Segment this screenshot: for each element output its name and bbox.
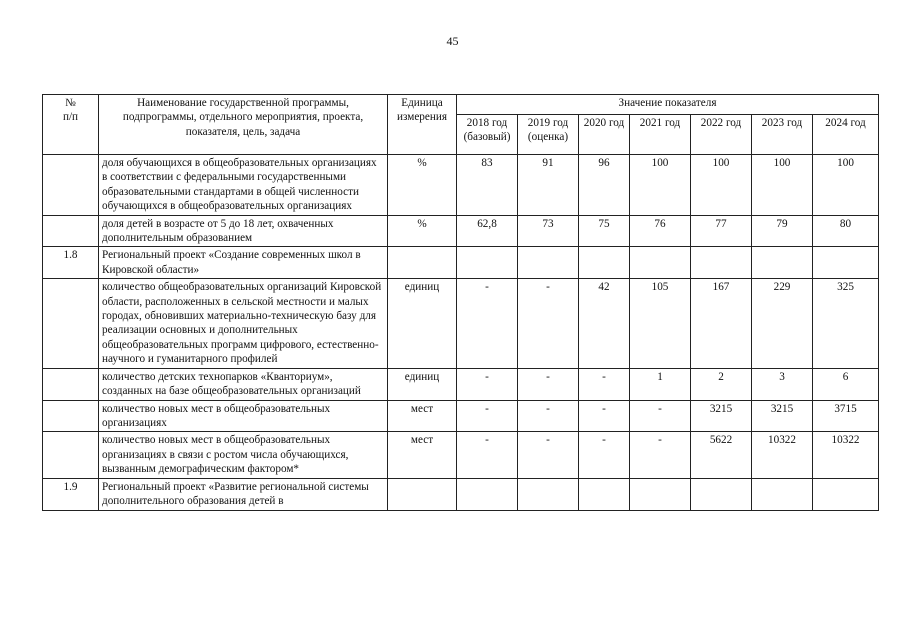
row-value: - bbox=[457, 368, 518, 400]
row-number bbox=[43, 400, 99, 432]
row-value: 105 bbox=[630, 279, 691, 368]
row-number bbox=[43, 279, 99, 368]
row-value: 229 bbox=[752, 279, 813, 368]
row-value bbox=[752, 478, 813, 510]
row-value: 83 bbox=[457, 155, 518, 216]
row-unit: единиц bbox=[388, 368, 457, 400]
row-value bbox=[691, 478, 752, 510]
row-value: 73 bbox=[518, 215, 579, 247]
row-value bbox=[813, 247, 879, 279]
table-row bbox=[43, 368, 879, 400]
header-values-label: Значение показателя bbox=[618, 97, 717, 109]
row-value: 100 bbox=[691, 155, 752, 216]
row-number bbox=[43, 215, 99, 247]
row-name: количество новых мест в общеобразовательных организациях bbox=[99, 400, 388, 432]
row-value: 3215 bbox=[691, 400, 752, 432]
row-value: 10322 bbox=[752, 432, 813, 478]
row-value: 3215 bbox=[752, 400, 813, 432]
row-unit: единиц bbox=[388, 279, 457, 368]
row-value: 96 bbox=[579, 155, 630, 216]
row-unit bbox=[388, 247, 457, 279]
row-value bbox=[518, 478, 579, 510]
row-name: доля обучающихся в общеобразовательных организациях в соответствии с федеральными государственными образовательными стандартами в общей численности обучающихся в общеобразовательных организациях bbox=[99, 155, 388, 216]
header-no-label: № п/п bbox=[62, 97, 79, 124]
header-year: 2018 год (базовый) bbox=[457, 115, 518, 155]
row-number: 1.8 bbox=[43, 247, 99, 279]
row-value: - bbox=[457, 279, 518, 368]
header-name bbox=[99, 95, 388, 155]
row-name: количество общеобразовательных организаций Кировской области, расположенных в сельской местности и малых городах, обновивших материально-техническую базу для реализации основных и дополнительных общеобразовательных программ цифрового, естественно-научного и гуманитарного профилей bbox=[99, 279, 388, 368]
row-value: 1 bbox=[630, 368, 691, 400]
table-row bbox=[43, 279, 879, 368]
row-value bbox=[630, 247, 691, 279]
row-value: 167 bbox=[691, 279, 752, 368]
row-value: 6 bbox=[813, 368, 879, 400]
row-unit bbox=[388, 478, 457, 510]
row-value: - bbox=[579, 400, 630, 432]
row-value bbox=[579, 478, 630, 510]
header-year: 2019 год (оценка) bbox=[518, 115, 579, 155]
row-value bbox=[518, 247, 579, 279]
row-name: Региональный проект «Создание современных школ в Кировской области» bbox=[99, 247, 388, 279]
row-name: доля детей в возрасте от 5 до 18 лет, охваченных дополнительным образованием bbox=[99, 215, 388, 247]
row-value: - bbox=[457, 432, 518, 478]
header-name-label: Наименование государственной программы, подпрограммы, отдельного мероприятия, проекта, показателя, цель, задача bbox=[122, 97, 364, 138]
header-year: 2022 год bbox=[691, 115, 752, 155]
row-value: - bbox=[457, 400, 518, 432]
row-unit: % bbox=[388, 215, 457, 247]
row-value: - bbox=[518, 432, 579, 478]
table-row bbox=[43, 155, 879, 216]
row-unit: % bbox=[388, 155, 457, 216]
row-value: 100 bbox=[752, 155, 813, 216]
row-name-text: Региональный проект «Развитие региональной системы дополнительного образования детей в bbox=[102, 480, 369, 507]
row-value bbox=[752, 247, 813, 279]
page-number: 45 bbox=[446, 34, 459, 48]
row-value: 3715 bbox=[813, 400, 879, 432]
row-unit: мест bbox=[388, 432, 457, 478]
row-value: - bbox=[518, 279, 579, 368]
table-row bbox=[43, 478, 879, 510]
row-number bbox=[43, 368, 99, 400]
table-row bbox=[43, 432, 879, 478]
row-name: количество новых мест в общеобразовательных организациях в связи с ростом числа обучающихся, вызванным демографическим фактором* bbox=[99, 432, 388, 478]
row-value: 77 bbox=[691, 215, 752, 247]
row-value: 80 bbox=[813, 215, 879, 247]
row-value: 2 bbox=[691, 368, 752, 400]
row-value: 79 bbox=[752, 215, 813, 247]
header-year: 2020 год bbox=[579, 115, 630, 155]
row-value bbox=[813, 478, 879, 510]
indicators-table bbox=[42, 94, 879, 511]
row-value: - bbox=[630, 432, 691, 478]
table-header bbox=[43, 95, 879, 155]
row-number bbox=[43, 432, 99, 478]
row-value: 42 bbox=[579, 279, 630, 368]
header-values bbox=[457, 95, 879, 115]
row-value: - bbox=[518, 400, 579, 432]
row-value: 91 bbox=[518, 155, 579, 216]
row-value: 325 bbox=[813, 279, 879, 368]
row-value: 3 bbox=[752, 368, 813, 400]
header-year: 2023 год bbox=[752, 115, 813, 155]
row-number: 1.9 bbox=[43, 478, 99, 510]
row-value: 76 bbox=[630, 215, 691, 247]
row-value: 62,8 bbox=[457, 215, 518, 247]
table-row bbox=[43, 215, 879, 247]
header-unit bbox=[388, 95, 457, 155]
row-value bbox=[630, 478, 691, 510]
header-unit-label: Единица измерения bbox=[397, 97, 447, 124]
row-value: - bbox=[518, 368, 579, 400]
header-year: 2021 год bbox=[630, 115, 691, 155]
table-row bbox=[43, 247, 879, 279]
table-row bbox=[43, 400, 879, 432]
row-value bbox=[457, 478, 518, 510]
row-value: 100 bbox=[813, 155, 879, 216]
row-value: 75 bbox=[579, 215, 630, 247]
header-year: 2024 год bbox=[813, 115, 879, 155]
row-value bbox=[579, 247, 630, 279]
header-no bbox=[43, 95, 99, 155]
row-number bbox=[43, 155, 99, 216]
row-value: - bbox=[579, 432, 630, 478]
row-name: количество детских технопарков «Кванториум», созданных на базе общеобразовательных организаций bbox=[99, 368, 388, 400]
row-value bbox=[691, 247, 752, 279]
row-value: 5622 bbox=[691, 432, 752, 478]
row-value bbox=[457, 247, 518, 279]
row-value: - bbox=[579, 368, 630, 400]
row-value: 10322 bbox=[813, 432, 879, 478]
row-name bbox=[99, 478, 388, 510]
row-value: 100 bbox=[630, 155, 691, 216]
row-unit: мест bbox=[388, 400, 457, 432]
table-body bbox=[43, 155, 879, 511]
row-value: - bbox=[630, 400, 691, 432]
